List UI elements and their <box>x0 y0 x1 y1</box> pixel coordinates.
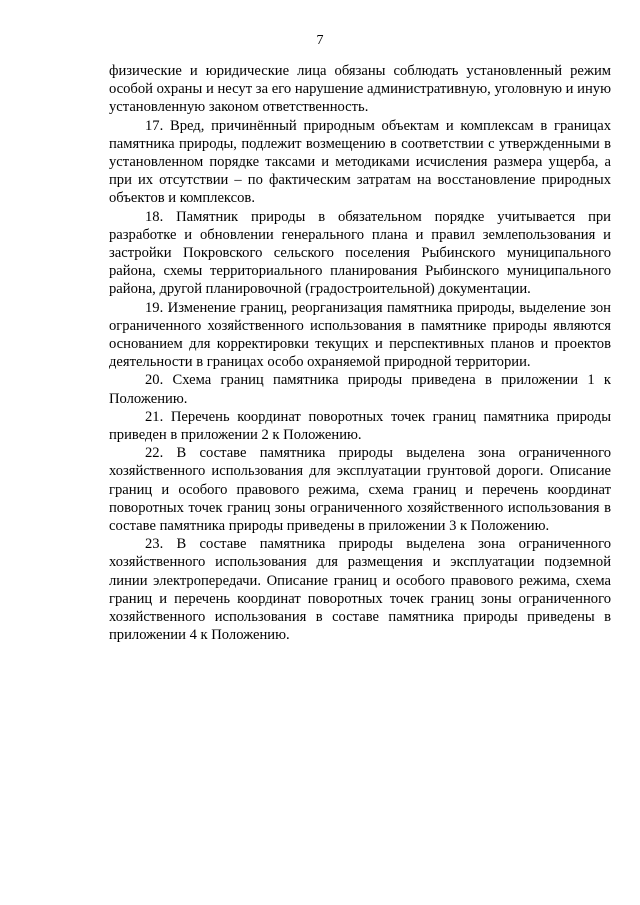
paragraph-item-19: 19. Изменение границ, реорганизация памятника природы, выделение зон ограниченного хозяйственного использования в памятнике природы являются основанием для корректировки текущих и перспективных планов и проектов деятельности в границах особо охраняемой природной территории. <box>109 299 611 371</box>
paragraph-item-18: 18. Памятник природы в обязательном порядке учитывается при разработке и обновлении генерального плана и правил землепользования и застройки Покровского сельского поселения Рыбинского муниципального района, схемы территориального планирования Рыбинского муниципального района, другой планировочной (градостроительной) документации. <box>109 208 611 298</box>
paragraph-item-17: 17. Вред, причинённый природным объектам и комплексам в границах памятника природы, подлежит возмещению в соответствии с утвержденными в установленном порядке таксами и методиками исчисления размера ущерба, а при их отсутствии – по фактическим затратам на восстановление природных объектов и комплексов. <box>109 117 611 207</box>
paragraph-item-21: 21. Перечень координат поворотных точек границ памятника природы приведен в приложении 2 к Положению. <box>109 408 611 444</box>
page-number: 7 <box>316 33 324 48</box>
document-body <box>109 62 611 645</box>
paragraph-item-20: 20. Схема границ памятника природы приведена в приложении 1 к Положению. <box>109 372 611 407</box>
paragraph-item-23: 23. В составе памятника природы выделена зона ограниченного хозяйственного использования для размещения и эксплуатации подземной линии электропередачи. Описание границ и особого правового режима, схема границ и перечень координат поворотных точек границ зоны ограниченного хозяйственного использования в составе памятника природы приведены в приложении 4 к Положению. <box>109 536 611 644</box>
paragraph-continuation: физические и юридические лица обязаны соблюдать установленный режим особой охраны и несут за его нарушение административную, уголовную и иную установленную законом ответственность. <box>109 63 611 116</box>
paragraph-item-22: 22. В составе памятника природы выделена зона ограниченного хозяйственного использования для эксплуатации грунтовой дороги. Описание границ и особого правового режима, схема границ и перечень координат поворотных точек границ зоны ограниченного хозяйственного использования в составе памятника природы приведены в приложении 3 к Положению. <box>109 445 611 535</box>
